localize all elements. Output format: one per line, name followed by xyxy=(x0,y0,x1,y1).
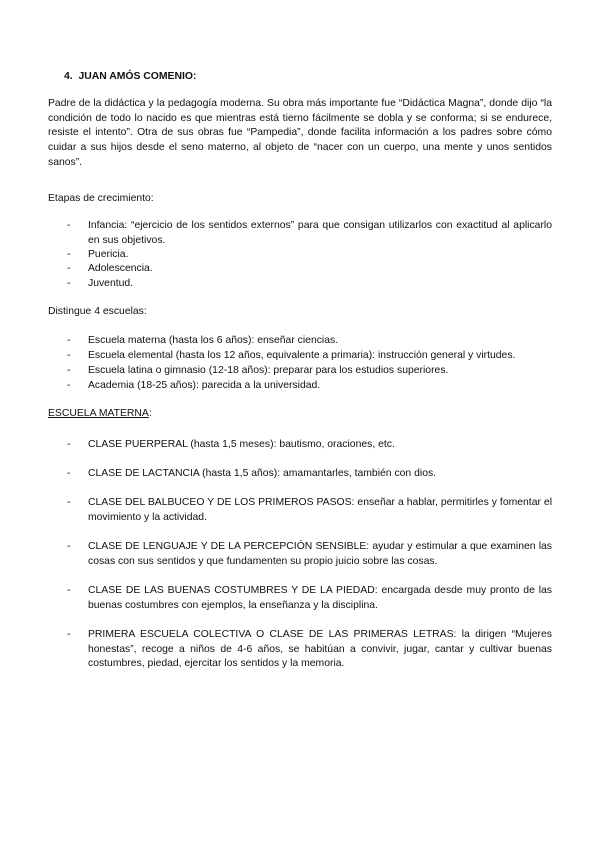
list-item-text: Juventud. xyxy=(88,278,134,289)
etapas-label: Etapas de crecimiento: xyxy=(48,193,154,204)
list-item xyxy=(48,277,552,292)
list-item xyxy=(48,364,552,379)
list-item-text: CLASE DE LENGUAJE Y DE LA PERCEPCIÓN SENSIBLE: ayudar y estimular a que examinen las cosas con sus sentidos y que fundamenten su propio juicio sobre las cosas. xyxy=(88,541,552,567)
list-item xyxy=(48,540,552,569)
list-item xyxy=(48,349,552,364)
list-item xyxy=(48,379,552,394)
bullet: - xyxy=(67,220,71,231)
bullet: - xyxy=(67,263,71,274)
heading-text: JUAN AMÓS COMENIO: xyxy=(78,71,197,82)
list-item xyxy=(48,467,552,482)
list-item xyxy=(48,262,552,277)
section-heading xyxy=(64,70,568,85)
bullet: - xyxy=(67,497,71,508)
list-item-text: CLASE PUERPERAL (hasta 1,5 meses): bautismo, oraciones, etc. xyxy=(88,439,395,450)
materna-heading-colon: : xyxy=(148,408,152,419)
list-item-text: Infancia: “ejercicio de los sentidos externos” para que consigan utilizarlos con exactitud al aplicarlo en sus objetivos. xyxy=(88,220,552,246)
bullet: - xyxy=(67,335,71,346)
intro-paragraph: Padre de la didáctica y la pedagogía moderna. Su obra más importante fue “Didáctica Magna”, donde dijo “la condición de todo lo nacido es que mientras está tierno fácilmente se dobla y se conforma; si se endurece, resiste el intento”. Otra de sus obras fue “Pampedia”, donde facilita información a los padres sobre cómo cuidar a sus hijos desde el seno materno, al objeto de “nacer con un cuerpo, una mente y unos sentidos sanos”. xyxy=(48,98,552,168)
bullet: - xyxy=(67,629,71,640)
bullet: - xyxy=(67,380,71,391)
list-item-text: CLASE DEL BALBUCEO Y DE LOS PRIMEROS PASOS: enseñar a hablar, permitirles y fomentar el movimiento y la actividad. xyxy=(88,497,552,523)
list-item xyxy=(48,219,552,248)
list-item xyxy=(48,334,552,349)
list-item-text: CLASE DE LAS BUENAS COSTUMBRES Y DE LA PIEDAD: encargada desde muy pronto de las buenas costumbres con ejemplos, la enseñanza y la disciplina. xyxy=(88,585,552,611)
list-item xyxy=(48,438,552,453)
list-item xyxy=(48,628,552,672)
list-item xyxy=(48,584,552,613)
materna-heading xyxy=(48,407,552,422)
list-item-text: Escuela latina o gimnasio (12-18 años): preparar para los estudios superiores. xyxy=(88,365,449,376)
bullet: - xyxy=(67,350,71,361)
bullet: - xyxy=(67,585,71,596)
list-item-text: Academia (18-25 años): parecida a la universidad. xyxy=(88,380,321,391)
list-item xyxy=(48,248,552,263)
escuelas-label: Distingue 4 escuelas: xyxy=(48,306,147,317)
list-item-text: Escuela elemental (hasta los 12 años, equivalente a primaria): instrucción general y virtudes. xyxy=(88,350,516,361)
bullet: - xyxy=(67,278,71,289)
bullet: - xyxy=(67,439,71,450)
bullet: - xyxy=(67,365,71,376)
heading-number: 4. xyxy=(64,71,73,82)
list-item xyxy=(48,496,552,525)
materna-heading-text: ESCUELA MATERNA xyxy=(48,408,149,419)
list-item-text: Puericia. xyxy=(88,249,129,260)
list-item-text: Escuela materna (hasta los 6 años): enseñar ciencias. xyxy=(88,335,339,346)
list-item-text: Adolescencia. xyxy=(88,263,153,274)
bullet: - xyxy=(67,249,71,260)
bullet: - xyxy=(67,541,71,552)
bullet: - xyxy=(67,468,71,479)
list-item-text: PRIMERA ESCUELA COLECTIVA O CLASE DE LAS PRIMERAS LETRAS: la dirigen “Mujeres honestas”, recoge a niños de 4-6 años, se habitúan a convivir, jugar, cantar y cultivar buenas costumbres, piedad, ejercitar los sentidos y la memoria. xyxy=(88,629,552,670)
list-item-text: CLASE DE LACTANCIA (hasta 1,5 años): amamantarles, también con dios. xyxy=(88,468,437,479)
